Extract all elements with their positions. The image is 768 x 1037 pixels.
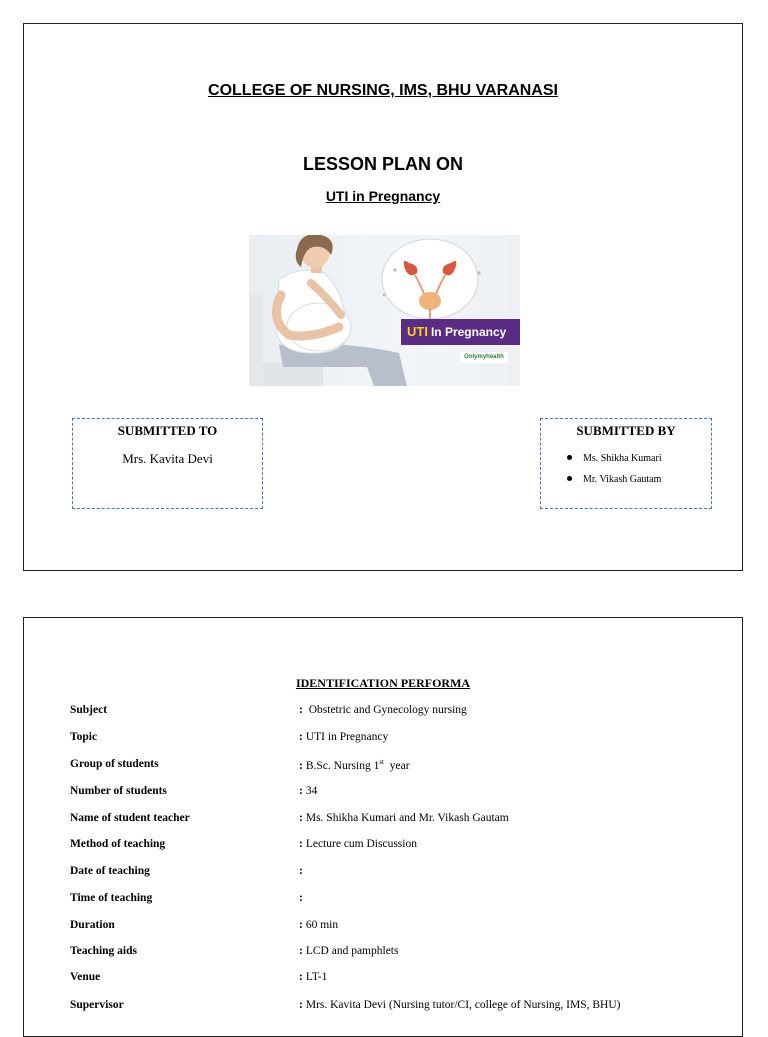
table-row bbox=[70, 945, 710, 965]
onlymyhealth-logo: Onlymyhealth bbox=[460, 352, 508, 363]
row-label: Teaching aids bbox=[70, 945, 138, 957]
row-value-suffix: year bbox=[389, 759, 410, 772]
submitted-to-title: SUBMITTED TO bbox=[117, 423, 218, 438]
row-value: : LCD and pamphlets bbox=[299, 945, 399, 957]
lesson-plan-heading: LESSON PLAN ON bbox=[302, 154, 463, 174]
table-row bbox=[70, 971, 710, 991]
proforma-page bbox=[23, 617, 743, 1037]
table-row bbox=[70, 785, 710, 805]
student-name: Ms. Shikha Kumari bbox=[583, 453, 662, 464]
cover-page bbox=[23, 23, 743, 571]
row-value-text: 34 bbox=[305, 785, 318, 797]
list-item bbox=[567, 474, 711, 495]
row-value-text: Ms. Shikha Kumari and Mr. Vikash Gautam bbox=[305, 812, 509, 824]
row-value-text: LCD and pamphlets bbox=[305, 945, 399, 957]
banner-uti-text: UTI bbox=[407, 324, 428, 339]
row-value-text: B.Sc. Nursing 1 bbox=[305, 759, 380, 772]
table-row bbox=[70, 812, 710, 832]
bullet-icon bbox=[567, 476, 572, 481]
row-value: : bbox=[299, 892, 303, 904]
row-value-text: UTI in Pregnancy bbox=[305, 731, 389, 743]
college-name: COLLEGE OF NURSING, IMS, BHU VARANASI bbox=[208, 82, 558, 99]
row-value-text: Lecture cum Discussion bbox=[305, 838, 417, 850]
row-label: Number of students bbox=[70, 785, 167, 797]
cover-illustration bbox=[249, 235, 520, 386]
row-value-text: Mrs. Kavita Devi (Nursing tutor/CI, college of Nursing, IMS, BHU) bbox=[305, 999, 621, 1011]
row-value-text: 60 min bbox=[305, 919, 339, 931]
uti-pregnancy-banner bbox=[401, 319, 520, 345]
row-label: Method of teaching bbox=[70, 838, 166, 850]
row-label: Date of teaching bbox=[70, 865, 150, 877]
row-label: Topic bbox=[70, 731, 98, 743]
row-label: Group of students bbox=[70, 758, 159, 770]
row-value: : B.Sc. Nursing 1st year bbox=[299, 758, 410, 772]
row-value: : Ms. Shikha Kumari and Mr. Vikash Gautam bbox=[299, 812, 509, 824]
superscript: st bbox=[379, 758, 384, 766]
list-item bbox=[567, 453, 711, 474]
row-label: Time of teaching bbox=[70, 892, 153, 904]
row-value: : bbox=[299, 865, 303, 877]
pregnant-woman-illustration bbox=[249, 235, 520, 386]
row-label: Subject bbox=[70, 704, 108, 716]
submitted-by-title: SUBMITTED BY bbox=[576, 423, 676, 438]
table-row bbox=[70, 999, 710, 1019]
row-value: : Lecture cum Discussion bbox=[299, 838, 417, 850]
table-row bbox=[70, 704, 710, 724]
table-row bbox=[70, 838, 710, 858]
row-label: Name of student teacher bbox=[70, 812, 190, 824]
row-value: : 34 bbox=[299, 785, 318, 797]
submitted-to-box bbox=[72, 418, 263, 509]
proforma-title: IDENTIFICATION PERFORMA bbox=[295, 676, 471, 690]
table-row bbox=[70, 865, 710, 885]
row-value: : 60 min bbox=[299, 919, 339, 931]
submitted-by-list bbox=[541, 453, 711, 495]
row-label: Venue bbox=[70, 971, 101, 983]
table-row bbox=[70, 919, 710, 939]
submitted-to-name: Mrs. Kavita Devi bbox=[122, 451, 213, 466]
table-row bbox=[70, 758, 710, 778]
bullet-icon bbox=[567, 455, 572, 460]
banner-rest-text: In Pregnancy bbox=[430, 325, 507, 339]
row-label: Duration bbox=[70, 919, 115, 931]
row-value: : Mrs. Kavita Devi (Nursing tutor/CI, college of Nursing, IMS, BHU) bbox=[299, 999, 621, 1011]
row-value-text: Obstetric and Gynecology nursing bbox=[308, 704, 467, 716]
table-row bbox=[70, 892, 710, 912]
row-label: Supervisor bbox=[70, 999, 124, 1011]
submitted-by-box bbox=[540, 418, 712, 509]
row-value-text: LT-1 bbox=[305, 971, 328, 983]
row-value: : Obstetric and Gynecology nursing bbox=[299, 704, 467, 716]
table-row bbox=[70, 731, 710, 751]
lesson-topic: UTI in Pregnancy bbox=[325, 188, 441, 204]
row-value: : LT-1 bbox=[299, 971, 328, 983]
student-name: Mr. Vikash Gautam bbox=[583, 474, 662, 485]
row-value: : UTI in Pregnancy bbox=[299, 731, 389, 743]
